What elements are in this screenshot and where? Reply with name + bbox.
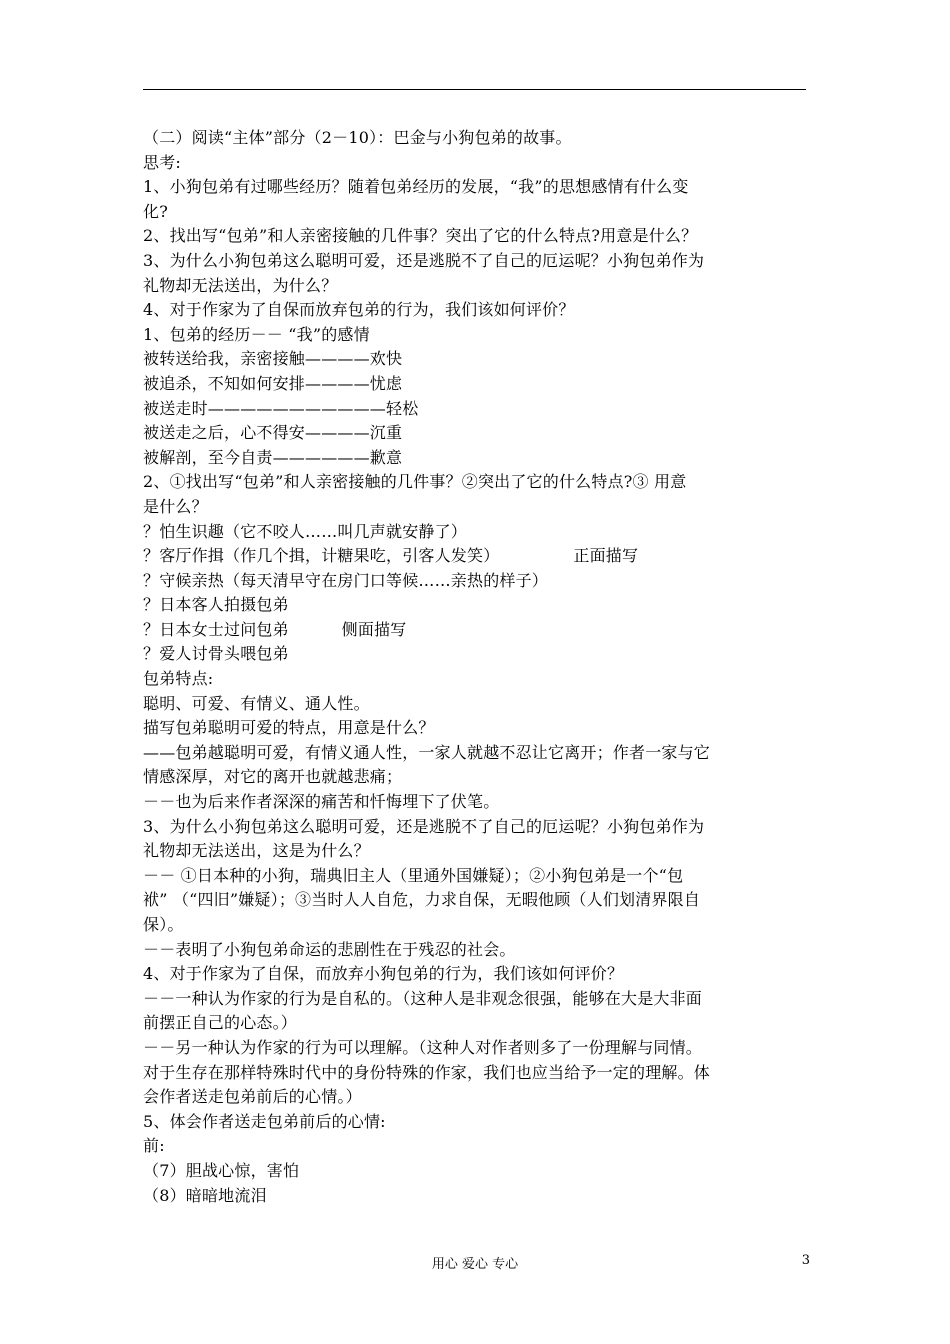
text-line: （8）暗暗地流泪 bbox=[143, 1185, 267, 1205]
text-line: 被追杀，不知如何安排————忧虑 bbox=[143, 373, 403, 393]
text-line: 会作者送走包弟前后的心情。） bbox=[143, 1087, 362, 1107]
text-line: 前摆正自己的心态。） bbox=[143, 1013, 298, 1033]
text-line: 3、为什么小狗包弟这么聪明可爱，还是逃脱不了自己的厄运呢？小狗包弟作为 bbox=[143, 250, 705, 270]
text-line: 礼物却无法送出，这是为什么？ bbox=[143, 841, 370, 861]
text-line: （二）阅读“主体”部分（2－10）：巴金与小狗包弟的故事。 bbox=[143, 128, 572, 147]
text-line: 1、包弟的经历－－ “我”的感情 bbox=[143, 324, 370, 344]
text-line: 保）。 bbox=[143, 915, 184, 934]
text-line: 思考: bbox=[143, 152, 181, 172]
text-line: ？怕生识趣（它不咬人……叫几声就安静了） bbox=[143, 521, 468, 541]
text-line: 是什么？ bbox=[143, 496, 208, 516]
text-line: 4、对于作家为了自保，而放弃小狗包弟的行为，我们该如何评价？ bbox=[143, 964, 624, 984]
text-line: 袱” （“四旧”嫌疑）；③当时人人自危，力求自保，无暇他顾（人们划清界限自 bbox=[143, 890, 701, 910]
text-line: ——包弟越聪明可爱，有情义通人性，一家人就越不忍让它离开；作者一家与它 bbox=[143, 742, 711, 762]
document-body bbox=[143, 126, 813, 1208]
header-rule bbox=[143, 89, 806, 90]
text-line: 4、对于作家为了自保而放弃包弟的行为，我们该如何评价？ bbox=[143, 300, 575, 320]
text-line: 被送走时———————————轻松 bbox=[143, 398, 419, 418]
text-line: －－也为后来作者深深的痛苦和忏悔埋下了伏笔。 bbox=[143, 792, 500, 812]
text-line: －－ ①日本种的小狗，瑞典旧主人（里通外国嫌疑）；②小狗包弟是一个“包 bbox=[143, 865, 684, 885]
text-line: ？日本客人拍摄包弟 bbox=[143, 595, 289, 615]
text-line: ？客厅作揖（作几个揖，计糖果吃，引客人发笑） 正面描写 bbox=[143, 546, 639, 566]
text-line: ？守候亲热（每天清早守在房门口等候……亲热的样子） bbox=[143, 570, 549, 590]
text-line: 情感深厚，对它的离开也就越悲痛； bbox=[143, 767, 403, 787]
text-line: －－表明了小狗包弟命运的悲剧性在于残忍的社会。 bbox=[143, 939, 516, 959]
text-line: 被解剖，至今自责——————歉意 bbox=[143, 447, 403, 467]
text-line: 礼物却无法送出，为什么？ bbox=[143, 275, 338, 295]
text-line: 2、找出写“包弟”和人亲密接触的几件事？突出了它的什么特点?用意是什么？ bbox=[143, 226, 698, 246]
text-line: 描写包弟聪明可爱的特点，用意是什么？ bbox=[143, 718, 435, 738]
text-line: 5、体会作者送走包弟前后的心情: bbox=[143, 1111, 386, 1131]
text-line: 化? bbox=[143, 201, 168, 221]
footer-text: 用心 爱心 专心 bbox=[431, 1257, 519, 1272]
text-line: ？爱人讨骨头喂包弟 bbox=[143, 644, 289, 664]
text-line: 2、①找出写“包弟”和人亲密接触的几件事？②突出了它的什么特点?③ 用意 bbox=[143, 472, 687, 492]
text-line: 被送走之后，心不得安————沉重 bbox=[143, 423, 403, 443]
text-line: －－一种认为作家的行为是自私的。（这种人是非观念很强，能够在大是大非面 bbox=[143, 988, 703, 1008]
text-line: －－另一种认为作家的行为可以理解。（这种人对作者则多了一份理解与同情。 bbox=[143, 1037, 703, 1057]
text-line: （7）胆战心惊，害怕 bbox=[143, 1160, 300, 1180]
text-line: 1、小狗包弟有过哪些经历？随着包弟经历的发展，“我”的思想感情有什么变 bbox=[143, 177, 689, 197]
text-line: 前: bbox=[143, 1136, 165, 1156]
text-line: 包弟特点: bbox=[143, 669, 214, 689]
page-number: 3 bbox=[801, 1253, 810, 1268]
text-line: 对于生存在那样特殊时代中的身份特殊的作家，我们也应当给予一定的理解。体 bbox=[143, 1062, 711, 1082]
text-line: 被转送给我，亲密接触————欢快 bbox=[143, 349, 403, 369]
text-line: ？日本女士过问包弟 侧面描写 bbox=[143, 619, 407, 639]
text-line: 3、为什么小狗包弟这么聪明可爱，还是逃脱不了自己的厄运呢？小狗包弟作为 bbox=[143, 816, 705, 836]
text-line: 聪明、可爱、有情义、通人性。 bbox=[143, 693, 370, 713]
